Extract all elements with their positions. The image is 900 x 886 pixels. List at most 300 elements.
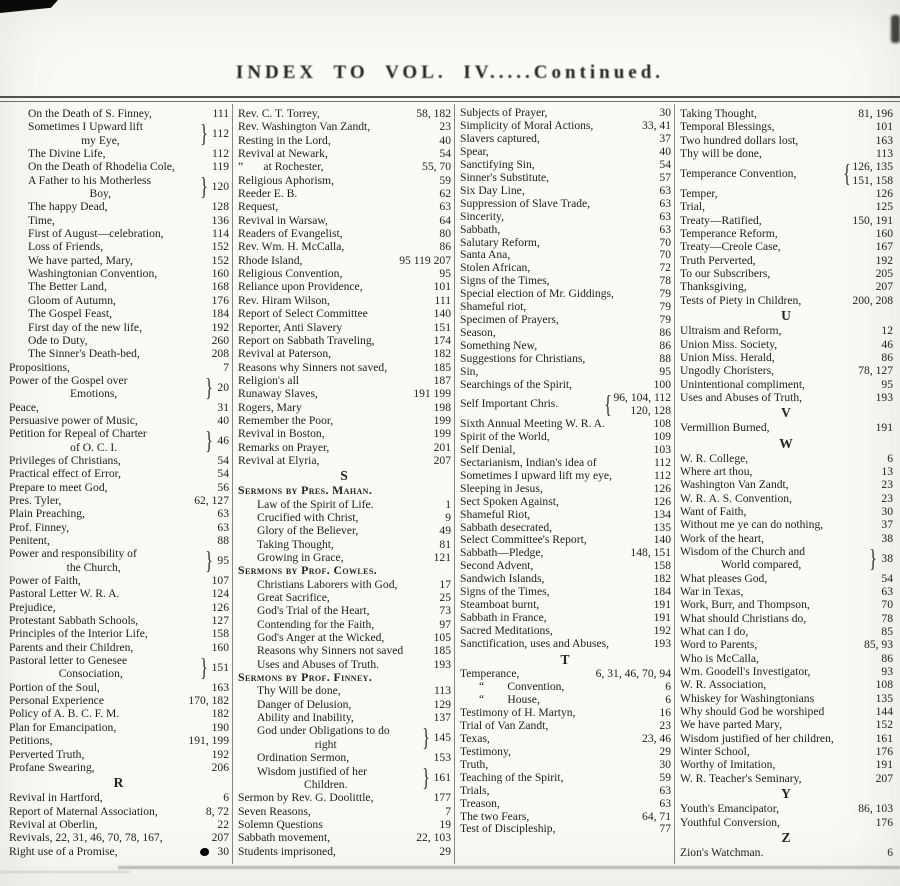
entry-pages: 33, 41 — [642, 118, 671, 132]
entry-pages: 151 — [433, 320, 451, 334]
entry-pages: 140 — [653, 533, 671, 547]
brace-glyph: { — [843, 158, 852, 188]
entry-pages: 191 — [875, 421, 893, 435]
entry-label-line-1: Wisdom justified of her — [257, 764, 367, 778]
index-entry — [238, 294, 451, 307]
entry-label: Slavers captured, — [460, 132, 540, 145]
entry-label: Prof. Finney, — [9, 520, 70, 534]
entry-label: Report of Select Committee — [238, 307, 368, 321]
entry-label: Revivals, 22, 31, 46, 70, 78, 167, — [9, 831, 163, 845]
entry-label: Want of Faith, — [680, 504, 747, 518]
entry-pages: 140 — [433, 307, 451, 321]
entry-label: Wisdom justified of her children, — [680, 731, 834, 745]
entry-label: Washington Van Zandt, — [680, 478, 789, 492]
index-entry — [9, 321, 229, 334]
index-entry — [680, 705, 893, 718]
index-entry-braced-pages — [680, 160, 893, 187]
entry-pages: 119 — [212, 160, 229, 174]
entry-label: Spirit of the World, — [460, 430, 550, 443]
entry-pages: 37 — [881, 518, 893, 532]
index-entry — [680, 351, 893, 364]
entry-pages: 16 — [659, 705, 671, 719]
entry-label: Testimony, — [460, 745, 511, 758]
entry-label-line-1: Pastoral letter to Genesee — [9, 654, 128, 668]
entry-label-line-2: Children. — [304, 777, 348, 791]
index-entry — [460, 431, 671, 444]
entry-label: Ode to Duty, — [28, 333, 88, 347]
index-entry — [238, 160, 451, 173]
entry-label: Sin, — [460, 366, 479, 379]
entry-label: The two Fears, — [460, 810, 530, 823]
entry-pages: 193 — [433, 657, 451, 671]
entry-label: “ Convention, — [479, 680, 565, 693]
index-entry — [9, 734, 229, 747]
entry-pages: 137 — [433, 711, 451, 725]
entry-pages: 176 — [211, 293, 229, 307]
entry-pages: 109 — [653, 429, 671, 443]
entry-pages: 191 — [875, 758, 893, 772]
brace-glyph: } — [199, 652, 208, 682]
entry-pages: 63 — [659, 796, 671, 810]
index-entry — [460, 823, 671, 836]
index-entry — [680, 598, 893, 611]
entry-pages: 127 — [211, 614, 229, 628]
index-entry — [238, 631, 451, 644]
entry-label: Power of Faith, — [9, 574, 81, 588]
entry-label: Thy will be done, — [680, 147, 762, 161]
entry-pages: 30 — [659, 106, 671, 119]
index-entry — [680, 267, 893, 280]
index-entry — [238, 147, 451, 160]
entry-pages: 77 — [659, 822, 671, 836]
entry-pages: 124 — [211, 587, 229, 601]
index-entry — [680, 572, 893, 585]
entry-label: Glory of the Believer, — [257, 524, 359, 538]
entry-label: Persuasive power of Music, — [9, 413, 138, 427]
index-entry — [460, 288, 671, 301]
entry-pages: 49 — [439, 524, 451, 538]
index-entry — [9, 454, 229, 467]
index-entry — [460, 496, 671, 509]
entry-pages: 23 — [881, 491, 893, 505]
entry-pages: 200, 208 — [852, 293, 893, 307]
entry-label: Stolen African, — [460, 262, 531, 275]
entry-pages-line-1: 96, 104, 112 — [613, 390, 671, 404]
index-entry — [238, 551, 451, 564]
entry-label: Wm. Goodell's Investigator, — [680, 665, 811, 679]
entry-label-line-1: Power and responsibility of — [9, 547, 137, 561]
entry-label: The Better Land, — [28, 280, 107, 294]
index-entry — [460, 146, 671, 159]
entry-pages: 176 — [875, 815, 893, 829]
entry-pages: 97 — [439, 617, 451, 631]
entry-pages: 63 — [659, 783, 671, 797]
entry-label: Trial, — [680, 200, 706, 214]
index-entry — [9, 601, 229, 614]
entry-pages: 19 — [439, 817, 451, 831]
index-entry — [238, 658, 451, 671]
entry-pages: 40 — [659, 144, 671, 158]
entry-label: Treaty—Ratified, — [680, 213, 762, 227]
entry-pages: 111 — [212, 107, 229, 120]
index-entry — [9, 240, 229, 253]
index-entry — [238, 644, 451, 657]
entry-label: Remember the Poor, — [238, 413, 334, 427]
index-entry — [680, 758, 893, 771]
index-entry — [460, 547, 671, 560]
entry-pages: 199 — [433, 413, 451, 427]
entry-pages: 78 — [659, 274, 671, 288]
entry-label: Revival at Oberlin, — [9, 817, 98, 831]
entry-label: Law of the Spirit of Life. — [257, 497, 374, 511]
entry-pages: 128 — [211, 200, 229, 214]
index-entry — [680, 364, 893, 377]
entry-label: Resting in the Lord, — [238, 133, 331, 147]
index-entry — [9, 467, 229, 480]
entry-pages: 63 — [659, 209, 671, 223]
index-entry — [680, 227, 893, 240]
entry-label: W. R. A. S. Convention, — [680, 491, 792, 505]
entry-pages: 160 — [211, 267, 229, 281]
entry-pages: 161 — [875, 731, 893, 745]
entry-pages: 120 — [211, 180, 229, 194]
entry-label: First of August—celebration, — [28, 227, 164, 241]
entry-pages: 88 — [659, 352, 671, 366]
entry-label: Pastoral Letter W. R. A. — [9, 587, 120, 601]
entry-label: Sabbath—Pledge, — [460, 547, 544, 560]
index-entry — [680, 692, 893, 705]
entry-pages: 73 — [439, 604, 451, 618]
entry-pages: 182 — [211, 707, 229, 721]
entry-pages: 64 — [439, 213, 451, 227]
entry-pages: 23, 46 — [642, 731, 671, 745]
entry-pages: 121 — [433, 551, 451, 564]
index-entry-braced — [9, 374, 229, 401]
entry-label-line-1: Petition for Repeal of Charter — [9, 427, 147, 441]
entry-label: Protestant Sabbath Schools, — [9, 614, 139, 628]
entry-pages: 206 — [211, 760, 229, 774]
entry-pages: 95 — [217, 554, 229, 568]
entry-label: Religion's all — [238, 373, 300, 387]
index-entry — [9, 200, 229, 213]
entry-label: Union Miss. Society, — [680, 337, 778, 351]
entry-pages: 63 — [881, 585, 893, 598]
entry-label: Taking Thought, — [680, 107, 757, 120]
entry-label: Signs of the Times, — [460, 275, 550, 288]
entry-label-line-2: Boy, — [89, 187, 111, 201]
index-entry — [460, 275, 671, 288]
entry-pages: 81 — [439, 537, 451, 551]
index-entry — [460, 733, 671, 746]
entry-pages: 6 — [887, 845, 893, 859]
index-entry — [460, 483, 671, 496]
brace-glyph: { — [604, 389, 613, 419]
entry-label-line-1: A Father to his Motherless — [28, 173, 152, 187]
entry-pages: 70 — [659, 248, 671, 262]
entry-label: Union Miss. Herald, — [680, 350, 775, 364]
entry-pages: 81, 196 — [858, 107, 893, 120]
entry-label: Salutary Reform, — [460, 236, 540, 249]
entry-label: Rev. Washington Van Zandt, — [238, 120, 371, 134]
entry-label: W. R. Association, — [680, 678, 767, 692]
entry-label: Sabbath in France, — [460, 612, 547, 625]
entry-pages: 108 — [653, 416, 671, 430]
entry-pages: 95 — [659, 365, 671, 379]
entry-label: Sometimes I upward lift my eye, — [460, 469, 612, 482]
entry-pages: 260 — [211, 333, 229, 347]
entry-label: On the Death of S. Finney, — [28, 107, 152, 120]
index-entry — [460, 159, 671, 172]
entry-pages: 125 — [875, 200, 893, 214]
index-entry — [238, 387, 451, 400]
entry-label: Self Denial, — [460, 443, 516, 456]
entry-label: Sabbath desecrated, — [460, 521, 553, 534]
entry-pages: 126 — [653, 494, 671, 508]
entry-pages: 80 — [439, 227, 451, 241]
entry-label-line-2: right — [314, 737, 337, 751]
entry-pages: 114 — [212, 227, 229, 241]
scan-artifact-bottom-line — [118, 866, 900, 869]
entry-pages: 101 — [433, 280, 451, 294]
entry-label: Temperance Convention, — [680, 167, 797, 181]
index-entry-braced — [9, 120, 229, 147]
index-entry — [9, 681, 229, 694]
entry-pages: 95 119 207 — [399, 253, 451, 267]
section-heading: Y — [781, 786, 792, 802]
index-entry — [460, 668, 671, 681]
entry-pages: 63 — [659, 196, 671, 210]
index-entry — [460, 301, 671, 314]
entry-label: Temper, — [680, 187, 718, 201]
index-entry — [460, 314, 671, 327]
index-entry — [460, 327, 671, 340]
index-entry — [9, 574, 229, 587]
entry-label: Season, — [460, 327, 496, 340]
entry-pages: 161 — [433, 771, 451, 785]
entry-pages: 62 — [439, 187, 451, 201]
index-entry — [460, 172, 671, 185]
entry-pages: 63 — [659, 222, 671, 236]
entry-pages: 207 — [211, 831, 229, 845]
index-entry — [9, 805, 229, 818]
index-entry — [460, 444, 671, 457]
entry-pages: 17 — [439, 577, 451, 591]
entry-pages — [613, 392, 671, 418]
entry-pages: 40 — [217, 413, 229, 427]
entry-label-line-2: of O. C. I. — [70, 440, 118, 454]
entry-pages: 70 — [881, 598, 893, 612]
entry-label: Sect Spoken Against, — [460, 495, 559, 508]
entry-pages: 93 — [881, 665, 893, 679]
index-entry — [9, 694, 229, 707]
entry-pages: 112 — [654, 468, 671, 482]
entry-label: Revival at Paterson, — [238, 347, 332, 361]
entry-pages: 63 — [217, 520, 229, 534]
entry-label: Who is McCalla, — [680, 651, 759, 665]
entry-pages: 54 — [217, 453, 229, 467]
entry-label: The Gospel Feast, — [28, 307, 113, 321]
entry-label: Petitions, — [9, 734, 53, 748]
entry-pages: 86 — [439, 240, 451, 254]
entry-pages: 126 — [875, 187, 893, 201]
entry-pages: 79 — [659, 313, 671, 327]
entry-label: Christians Laborers with God, — [257, 577, 398, 591]
index-entry — [460, 707, 671, 720]
entry-pages: 29 — [659, 744, 671, 758]
index-entry — [680, 732, 893, 745]
index-entry — [238, 187, 451, 200]
index-entry — [9, 627, 229, 640]
entry-label: Rev. C. T. Torrey, — [238, 107, 320, 120]
entry-label: Without me ye can do nothing, — [680, 518, 824, 532]
index-entry — [9, 707, 229, 720]
entry-pages: 105 — [433, 631, 451, 645]
index-entry — [680, 324, 893, 337]
index-entry — [9, 818, 229, 831]
index-entry — [680, 254, 893, 267]
index-entry — [680, 200, 893, 213]
entry-label: First day of the new life, — [28, 320, 142, 334]
entry-label: On the Death of Rhodelia Cole, — [28, 160, 175, 174]
index-entry — [238, 698, 451, 711]
index-entry — [680, 478, 893, 491]
index-entry — [460, 340, 671, 353]
entry-pages: 193 — [653, 637, 671, 651]
entry-pages: 63 — [659, 183, 671, 197]
entry-pages: 182 — [433, 347, 451, 361]
index-entry — [238, 414, 451, 427]
entry-pages: 79 — [659, 287, 671, 301]
entry-label: Profane Swearing, — [9, 760, 95, 774]
index-entry — [680, 718, 893, 731]
index-entry — [460, 470, 671, 483]
entry-pages: 6 — [223, 791, 229, 805]
entry-label: Reasons why Sinners not saved, — [238, 360, 388, 374]
index-entry — [460, 694, 671, 707]
entry-pages: 12 — [881, 324, 893, 338]
entry-pages: 113 — [434, 684, 451, 698]
index-entry — [238, 604, 451, 617]
entry-pages: 37 — [659, 131, 671, 145]
entry-label: Spear, — [460, 145, 489, 158]
entry-pages: 167 — [875, 240, 893, 254]
entry-label-line-1: God under Obligations to do — [257, 724, 390, 738]
entry-label: Prejudice, — [9, 600, 56, 614]
entry-pages: 192 — [653, 624, 671, 638]
entry-pages: 8, 72 — [205, 804, 229, 818]
index-entry — [9, 791, 229, 804]
entry-label: Rogers, Mary — [238, 400, 302, 414]
index-entry — [9, 347, 229, 360]
page-title: INDEX TO VOL. IV.....Continued. — [235, 62, 665, 83]
index-entry — [238, 538, 451, 551]
entry-pages: 192 — [211, 320, 229, 334]
entry-pages: 63 — [217, 507, 229, 521]
entry-label: Revival in Hartford, — [9, 791, 103, 805]
entry-label-line-1: Wisdom of the Church and — [680, 544, 806, 558]
entry-label: Portion of the Soul, — [9, 680, 100, 694]
entry-label: Word to Parents, — [680, 638, 758, 652]
entry-pages: 192 — [875, 253, 893, 267]
entry-pages: 111 — [434, 293, 451, 307]
entry-pages: 40 — [439, 133, 451, 147]
entry-pages: 86, 103 — [858, 802, 893, 816]
entry-pages: 152 — [211, 253, 229, 267]
entry-pages: 95 — [881, 377, 893, 391]
index-entry — [460, 249, 671, 262]
entry-pages: 177 — [433, 791, 451, 805]
entry-label: Where art thou, — [680, 464, 753, 478]
entry-pages: 184 — [653, 585, 671, 599]
entry-pages: 23 — [439, 120, 451, 134]
entry-label: Runaway Slaves, — [238, 387, 318, 401]
entry-pages: 163 — [211, 680, 229, 694]
index-entry — [9, 280, 229, 293]
entry-label: Principles of the Interior Life, — [9, 627, 148, 641]
entry-label: Subjects of Prayer, — [460, 107, 548, 119]
entry-label — [9, 120, 199, 147]
entry-pages: 54 — [439, 147, 451, 161]
entry-pages-line-2: 151, 158 — [852, 173, 893, 187]
entry-label: Crucified with Christ, — [257, 510, 359, 524]
index-entry — [238, 321, 451, 334]
section-heading: W — [779, 435, 794, 451]
entry-label: Reasons why Sinners not saved — [257, 644, 404, 658]
entry-label: Revival in Warsaw, — [238, 213, 328, 227]
entry-pages: 174 — [433, 333, 451, 347]
title-rule-bottom — [0, 101, 900, 102]
scan-artifact-top-right — [891, 15, 900, 43]
entry-label: God's Trial of the Heart, — [257, 604, 370, 618]
entry-pages: 193 — [875, 390, 893, 404]
entry-pages: 6 — [887, 451, 893, 465]
index-entry — [9, 748, 229, 761]
entry-label: Sectarianism, Indian's idea of — [460, 456, 597, 469]
index-entry — [238, 361, 451, 374]
index-entry — [680, 134, 893, 147]
section-heading: T — [560, 652, 571, 668]
entry-label: Pres. Tyler, — [9, 493, 62, 507]
index-entry — [680, 280, 893, 293]
entry-label: Right use of a Promise, — [9, 844, 118, 858]
entry-label: What should Christians do, — [680, 611, 807, 625]
entry-label: To our Subscribers, — [680, 267, 771, 281]
entry-pages: 135 — [875, 691, 893, 705]
entry-label: W. R. College, — [680, 451, 749, 465]
title-rule-top — [0, 96, 900, 98]
entry-pages: 20 — [217, 380, 229, 394]
entry-pages: 86 — [659, 326, 671, 340]
entry-label-line-1: Sometimes I Upward lift — [28, 120, 143, 134]
entry-pages: 150, 191 — [852, 213, 893, 227]
entry-label: Parents and their Children, — [9, 640, 134, 654]
index-entry — [9, 494, 229, 507]
entry-pages: 101 — [875, 120, 893, 134]
index-entry — [9, 334, 229, 347]
index-column-2 — [232, 104, 454, 864]
entry-label: Searchings of the Spirit, — [460, 379, 573, 392]
entry-label: What pleases God, — [680, 571, 768, 585]
index-columns — [4, 104, 896, 864]
entry-pages: 185 — [433, 360, 451, 374]
entry-label: Treaty—Creole Case, — [680, 240, 781, 254]
entry-label: God's Anger at the Wicked, — [257, 631, 385, 645]
index-entry-braced — [9, 654, 229, 681]
index-entry — [238, 334, 451, 347]
entry-label: Santa Ana, — [460, 249, 511, 262]
index-entry — [238, 524, 451, 537]
entry-pages: 107 — [211, 574, 229, 588]
